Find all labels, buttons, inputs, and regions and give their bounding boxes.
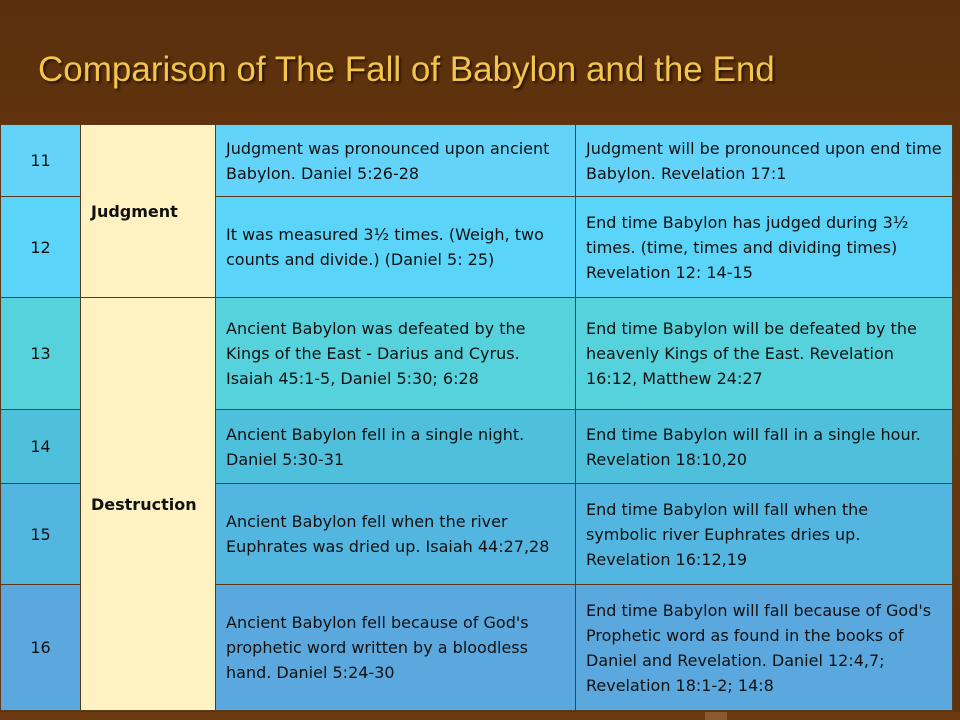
ancient-babylon-cell: Judgment was pronounced upon ancient Babylon. Daniel 5:26-28 xyxy=(216,125,576,197)
category-destruction: Destruction xyxy=(81,298,216,711)
table-row xyxy=(1,125,953,197)
row-number: 15 xyxy=(1,484,81,585)
footer-tab xyxy=(705,712,727,720)
ancient-babylon-cell: It was measured 3½ times. (Weigh, two counts and divide.) (Daniel 5: 25) xyxy=(216,197,576,298)
ancient-babylon-cell: Ancient Babylon fell because of God's prophetic word written by a bloodless hand. Daniel 5:24-30 xyxy=(216,585,576,711)
footer-bar xyxy=(0,712,960,720)
row-number: 12 xyxy=(1,197,81,298)
row-number: 14 xyxy=(1,410,81,484)
end-time-babylon-cell: End time Babylon has judged during 3½ times. (time, times and dividing times) Revelation 12: 14-15 xyxy=(576,197,953,298)
ancient-babylon-cell: Ancient Babylon fell when the river Euphrates was dried up. Isaiah 44:27,28 xyxy=(216,484,576,585)
end-time-babylon-cell: End time Babylon will be defeated by the heavenly Kings of the East. Revelation 16:12, Matthew 24:27 xyxy=(576,298,953,410)
category-judgment: Judgment xyxy=(81,125,216,298)
end-time-babylon-cell: Judgment will be pronounced upon end time Babylon. Revelation 17:1 xyxy=(576,125,953,197)
end-time-babylon-cell: End time Babylon will fall when the symbolic river Euphrates dries up. Revelation 16:12,19 xyxy=(576,484,953,585)
row-number: 13 xyxy=(1,298,81,410)
table-row xyxy=(1,298,953,410)
slide-title: Comparison of The Fall of Babylon and the End xyxy=(38,50,775,89)
end-time-babylon-cell: End time Babylon will fall because of God's Prophetic word as found in the books of Daniel and Revelation. Daniel 12:4,7; Revelation 18:1-2; 14:8 xyxy=(576,585,953,711)
end-time-babylon-cell: End time Babylon will fall in a single hour. Revelation 18:10,20 xyxy=(576,410,953,484)
ancient-babylon-cell: Ancient Babylon was defeated by the Kings of the East - Darius and Cyrus. Isaiah 45:1-5, Daniel 5:30; 6:28 xyxy=(216,298,576,410)
row-number: 11 xyxy=(1,125,81,197)
comparison-table xyxy=(0,124,953,711)
row-number: 16 xyxy=(1,585,81,711)
ancient-babylon-cell: Ancient Babylon fell in a single night. Daniel 5:30-31 xyxy=(216,410,576,484)
